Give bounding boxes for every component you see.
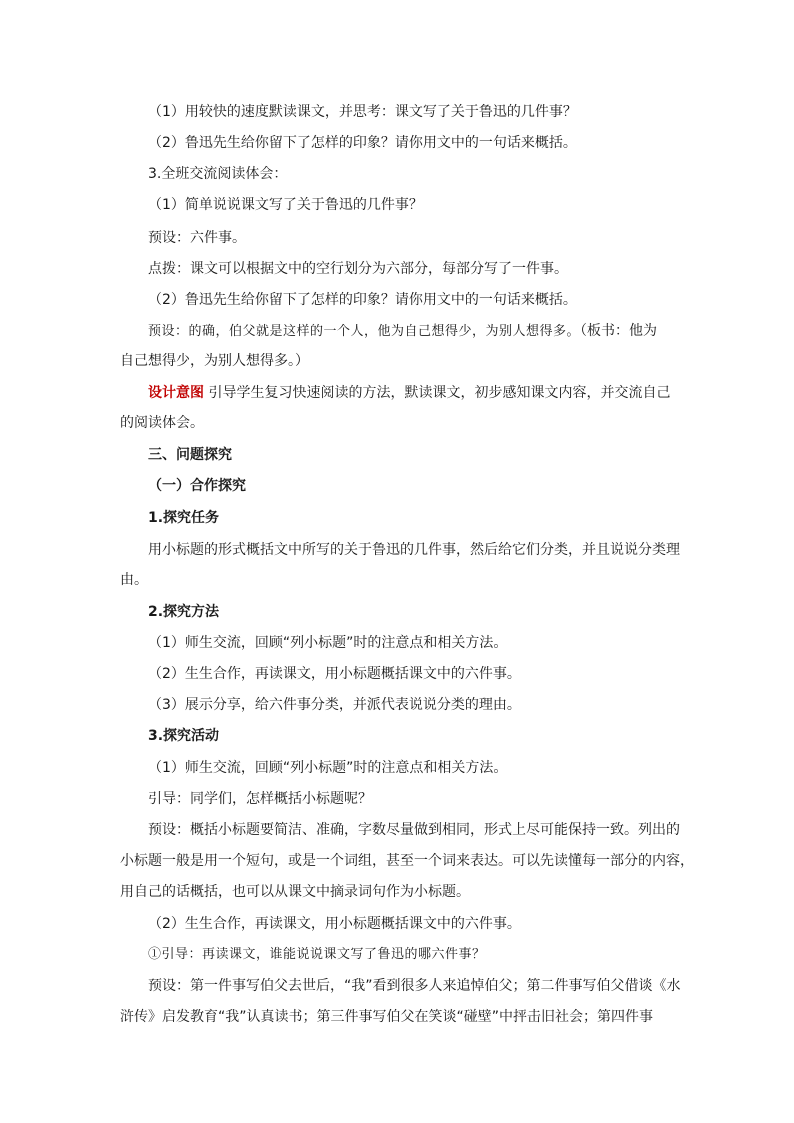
text-line: （2）鲁迅先生给你留下了怎样的印象？请你用文中的一句话来概括。 [148, 292, 577, 308]
text-line: （2）生生合作，再读课文，用小标题概括课文中的六件事。 [148, 916, 521, 932]
text-line: （3）展示分享，给六件事分类，并派代表说说分类的理由。 [148, 697, 521, 713]
text-line: 浒传》启发教育“我”认真读书；第三件事写伯父在笑谈“碰壁”中抨击旧社会；第四件事 [120, 1009, 654, 1025]
text-line: （2）鲁迅先生给你留下了怎样的印象？请你用文中的一句话来概括。 [148, 135, 577, 151]
item-heading: 3.探究活动 [148, 728, 220, 744]
text-line: （1）师生交流，回顾“列小标题”时的注意点和相关方法。 [148, 760, 508, 776]
text-line: 的阅读体会。 [120, 415, 204, 431]
text-line [148, 321, 708, 342]
text-line: 3.全班交流阅读体会： [148, 166, 288, 182]
text-line: （1）用较快的速度默读课文，并思考：课文写了关于鲁迅的几件事？ [148, 104, 577, 120]
text-line: （2）生生合作，再读课文，用小标题概括课文中的六件事。 [148, 666, 521, 682]
text-line [148, 383, 708, 403]
preset-answer-text: 预设：的确，伯父就是这样的一个人，他为自己想得少，为别人想得多。 [148, 324, 581, 339]
subsection-heading: （一）合作探究 [148, 478, 246, 494]
text-line: 预设：六件事。 [148, 230, 246, 246]
design-intent-text: 引导学生复习快速阅读的方法，默读课文，初步感知课文内容，并交流自己 [204, 385, 671, 401]
text-line: （1）简单说说课文写了关于鲁迅的几件事？ [148, 197, 423, 213]
text-line: 引导：同学们，怎样概括小标题呢？ [148, 791, 372, 807]
design-intent-label: 设计意图 [148, 385, 204, 401]
text-line: 用小标题的形式概括文中所写的关于鲁迅的几件事，然后给它们分类，并且说说分类理 [148, 542, 680, 558]
item-heading: 1.探究任务 [148, 510, 220, 526]
text-line: 预设：概括小标题要简洁、准确，字数尽量做到相同，形式上尽可能保持一致。列出的 [148, 822, 680, 838]
section-heading: 三、问题探究 [148, 447, 232, 463]
text-line: 自己想得少，为别人想得多。） [120, 353, 309, 369]
text-line: 由。 [120, 572, 148, 588]
board-note-text: （板书：他为 [580, 323, 658, 339]
text-line: 点拨：课文可以根据文中的空行划分为六部分，每部分写了一件事。 [148, 261, 568, 277]
text-line: ①引导：再读课文，谁能说说课文写了鲁迅的哪六件事？ [148, 947, 486, 962]
item-heading: 2.探究方法 [148, 604, 220, 620]
text-line: 小标题一般是用一个短句，或是一个词组，甚至一个词来表达。可以先读懂每一部分的内容， [120, 853, 694, 869]
text-line: 用自己的话概括，也可以从课文中摘录词句作为小标题。 [120, 884, 470, 900]
text-line: （1）师生交流，回顾“列小标题”时的注意点和相关方法。 [148, 635, 508, 651]
text-line: 预设：第一件事写伯父去世后，“我”看到很多人来追悼伯父；第二件事写伯父借谈《水 [148, 978, 681, 994]
